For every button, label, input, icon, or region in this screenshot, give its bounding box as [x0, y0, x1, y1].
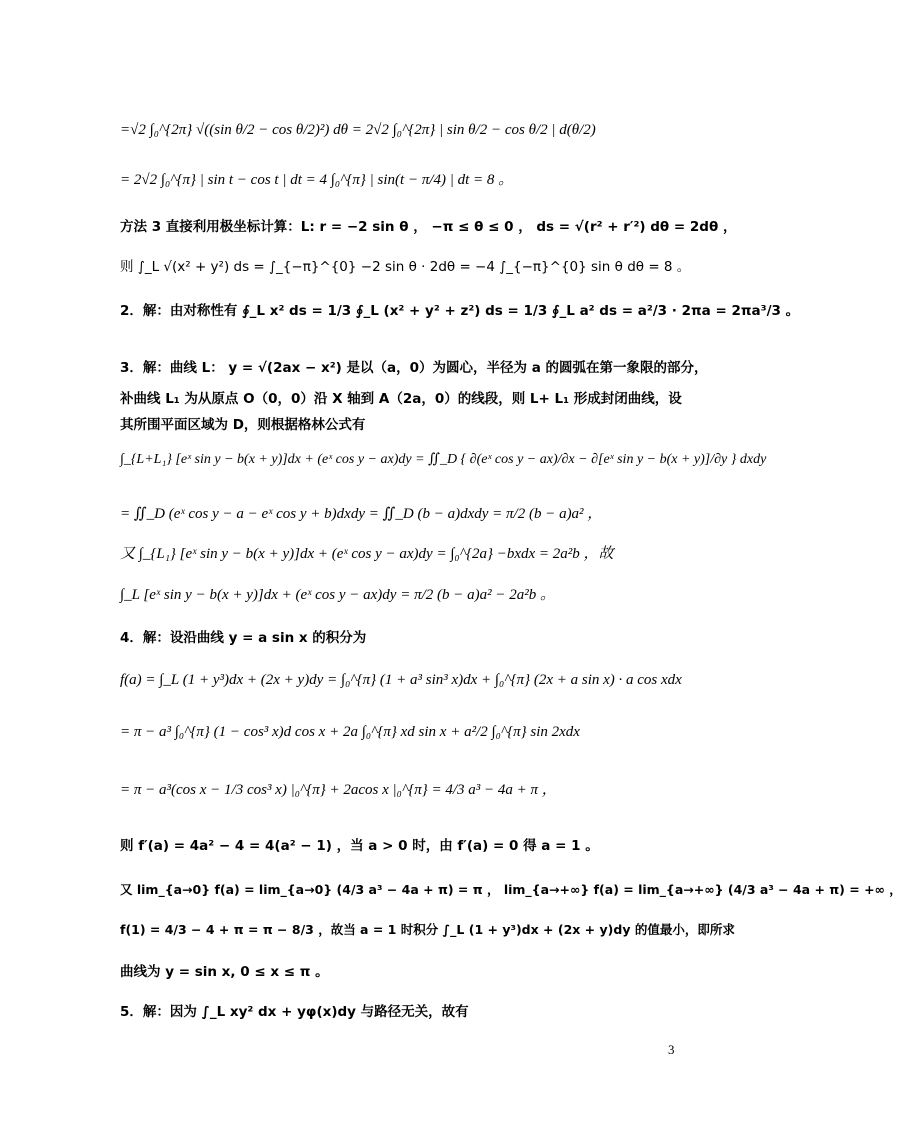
limit-line: 又 lim_{a→0} f(a) = lim_{a→0} (4/3 a³ − 4a + π) = π ， lim_{a→+∞} f(a) = lim_{a→+∞} (4/3 a³ − 4a + π) = +∞ ，: [120, 882, 902, 897]
curve-result-line: 曲线为 y = sin x, 0 ≤ x ≤ π 。: [120, 964, 329, 980]
problem-5-line: 5．解：因为 ∫_L xy² dx + yφ(x)dy 与路径无关，故有: [120, 1004, 469, 1020]
method-3-line: 方法 3 直接利用极坐标计算：L: r = −2 sin θ ， −π ≤ θ ≤ 0 ， ds = √(r² + r′²) dθ = 2dθ ，: [120, 219, 737, 235]
eq-line-5: 又 ∫_{L₁} [eˣ sin y − b(x + y)]dx + (eˣ cos y − ax)dy = ∫₀^{2a} −bxdx = 2a²b ，故: [120, 546, 614, 562]
page-number: 3: [668, 1042, 675, 1057]
eq-line-3: 则 ∫_L √(x² + y²) ds = ∫_{−π}^{0} −2 sin θ · 2dθ = −4 ∫_{−π}^{0} sin θ dθ = 8 。: [120, 259, 691, 275]
eq-line-4: = ∬_D (eˣ cos y − a − eˣ cos y + b)dxdy = ∬_D (b − a)dxdy = π/2 (b − a)a² ，: [120, 506, 603, 522]
green-formula-line: ∫_{L+L₁} [eˣ sin y − b(x + y)]dx + (eˣ cos y − ax)dy = ∬_D { ∂(eˣ cos y − ax)/∂x − ∂[eˣ sin y − b(x + y)]/∂y } dxdy: [120, 452, 767, 467]
problem-3-line-3: 其所围平面区域为 D，则根据格林公式有: [120, 417, 366, 433]
problem-4-line: 4．解：设沿曲线 y = a sin x 的积分为: [120, 630, 367, 646]
problem-2-line: 2．解：由对称性有 ∮_L x² ds = 1/3 ∮_L (x² + y² + z²) ds = 1/3 ∮_L a² ds = a²/3 · 2πa = 2πa³/3 。: [120, 303, 800, 319]
eq-line-1: =√2 ∫₀^{2π} √((sin θ/2 − cos θ/2)²) dθ = 2√2 ∫₀^{2π} | sin θ/2 − cos θ/2 | d(θ/2): [120, 122, 596, 138]
problem-3-line-2: 补曲线 L₁ 为从原点 O（0，0）沿 X 轴到 A（2a，0）的线段，则 L+ L₁ 形成封闭曲线，设: [120, 391, 682, 407]
eq-line-7: f(a) = ∫_L (1 + y³)dx + (2x + y)dy = ∫₀^{π} (1 + a³ sin³ x)dx + ∫₀^{π} (2x + a sin x) · a cos xdx: [120, 672, 682, 688]
eq-line-9: = π − a³(cos x − 1/3 cos³ x) |₀^{π} + 2acos x |₀^{π} = 4/3 a³ − 4a + π ，: [120, 782, 557, 798]
eq-line-8: = π − a³ ∫₀^{π} (1 − cos³ x)d cos x + 2a ∫₀^{π} xd sin x + a²/2 ∫₀^{π} sin 2xdx: [120, 724, 580, 740]
eq-line-2: = 2√2 ∫₀^{π} | sin t − cos t | dt = 4 ∫₀^{π} | sin(t − π/4) | dt = 8 。: [120, 172, 514, 188]
derivative-line: 则 f′(a) = 4a² − 4 = 4(a² − 1) ，当 a > 0 时，由 f′(a) = 0 得 a = 1 。: [120, 838, 599, 854]
minimum-line: f(1) = 4/3 − 4 + π = π − 8/3 ，故当 a = 1 时积分 ∫_L (1 + y³)dx + (2x + y)dy 的值最小，即所求: [120, 922, 735, 937]
eq-line-6: ∫_L [eˣ sin y − b(x + y)]dx + (eˣ cos y − ax)dy = π/2 (b − a)a² − 2a²b 。: [120, 587, 555, 603]
problem-3-line-1: 3．解：曲线 L： y = √(2ax − x²) 是以（a，0）为圆心，半径为 a 的圆弧在第一象限的部分，: [120, 360, 708, 376]
